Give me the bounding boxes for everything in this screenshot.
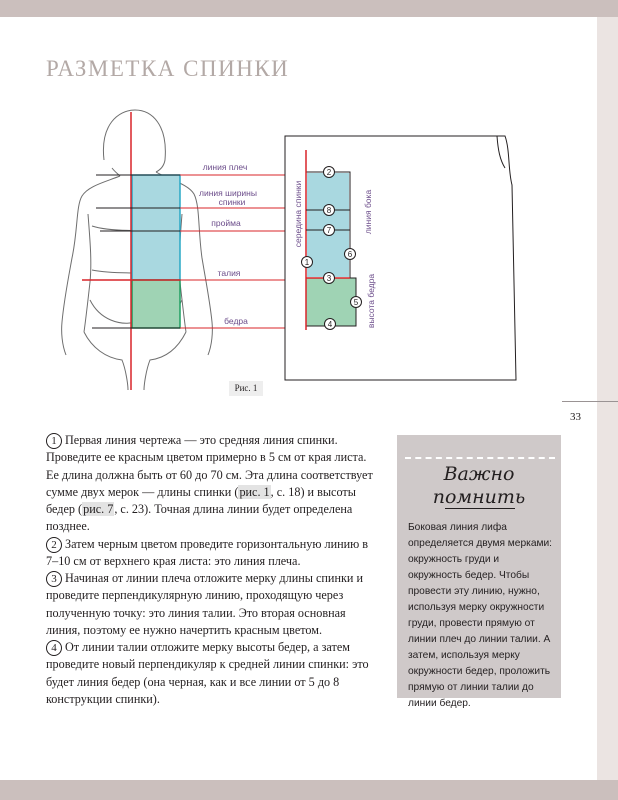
marker-5: 5 — [353, 298, 359, 307]
instructions-text — [46, 432, 376, 708]
note-text: Боковая линия лифа определяется двумя мерками: окружность груди и окружность бедер. Чтобы провести эту линию, нужно, используя мерку окружности груди, провести прямую от линии плеч до линии талии. А затем, используя мерку окружности бедер, проложить прямую от линии талии до линии бедер. — [408, 522, 553, 709]
note-title-line-1: Важно — [443, 463, 515, 485]
marker-1: 1 — [304, 258, 310, 267]
page-number-rule — [562, 401, 618, 402]
instruction-1: 1 Первая линия чертежа — это средняя линия спинки. Проведите ее красным цветом примерно в 5 см от края листа. Ее длина должна быть от 60 до 70 см. Эта длина соответствует сумме двух мерок — длины спинки (рис. 1, с. 18) и высоты бедер (рис. 7, с. 23). Точная длина линии будет определена позднее. — [46, 433, 373, 534]
label-back-width-2: спинки — [218, 197, 246, 207]
instruction-2: 2 Затем черным цветом проведите горизонтальную линию в 7–10 см от верхнего края листа: это линия плеча. — [46, 536, 369, 568]
label-back-center: середина спинки — [293, 180, 303, 248]
figure-caption: Рис. 1 — [229, 381, 263, 396]
top-decorative-band — [0, 0, 618, 17]
marker-2: 2 — [326, 168, 332, 177]
label-hips: бедра — [224, 316, 248, 326]
marker-8: 8 — [326, 206, 332, 215]
note-title-underline — [445, 508, 515, 509]
marker-6: 6 — [347, 250, 353, 259]
bottom-decorative-band — [0, 780, 618, 800]
ref-fig-1[interactable]: рис. 1 — [239, 484, 270, 499]
instruction-4: 4 От линии талии отложите мерку высоты бедер, а затем проведите новый перпендикуляр к средней линии спинки: это будет линия бедер (она черная, как и все линии от 5 до 8 конструкции спинки). — [46, 640, 369, 706]
label-shoulder-line: линия плеч — [202, 162, 248, 172]
page-title: РАЗМЕТКА СПИНКИ — [46, 56, 290, 81]
important-note-box — [397, 435, 561, 709]
label-waist: талия — [217, 268, 241, 278]
back-upper-panel — [132, 175, 180, 280]
page-number: 33 — [570, 411, 581, 423]
step-number-2: 2 — [46, 537, 62, 553]
note-title — [397, 463, 561, 509]
note-dashed-divider — [405, 457, 555, 459]
instruction-3: 3 Начиная от линии плеча отложите мерку длины спинки и проведите перпендикулярную линию, проходящую через полученную точку: это линия талии. Это вторая основная линия, поэтому ее нужно начертить красным цветом. — [46, 571, 363, 637]
label-side-line: линия бока — [363, 189, 373, 235]
connector-labels — [199, 162, 257, 326]
back-lower-panel — [132, 280, 180, 328]
step-number-1: 1 — [46, 433, 62, 449]
label-hip-height: высота бедра — [366, 273, 376, 329]
side-decorative-band — [597, 17, 618, 780]
label-back-width-1: линия ширины — [199, 188, 257, 198]
ref-fig-7[interactable]: рис. 7 — [83, 502, 114, 516]
marker-3: 3 — [326, 274, 332, 283]
step-number-4: 4 — [46, 640, 62, 656]
note-title-line-2: помнить — [432, 486, 526, 508]
marker-4: 4 — [327, 320, 333, 329]
marker-7: 7 — [326, 226, 332, 235]
step-number-3: 3 — [46, 571, 62, 587]
back-marking-figure — [0, 100, 560, 400]
label-armhole: пройма — [211, 218, 241, 228]
